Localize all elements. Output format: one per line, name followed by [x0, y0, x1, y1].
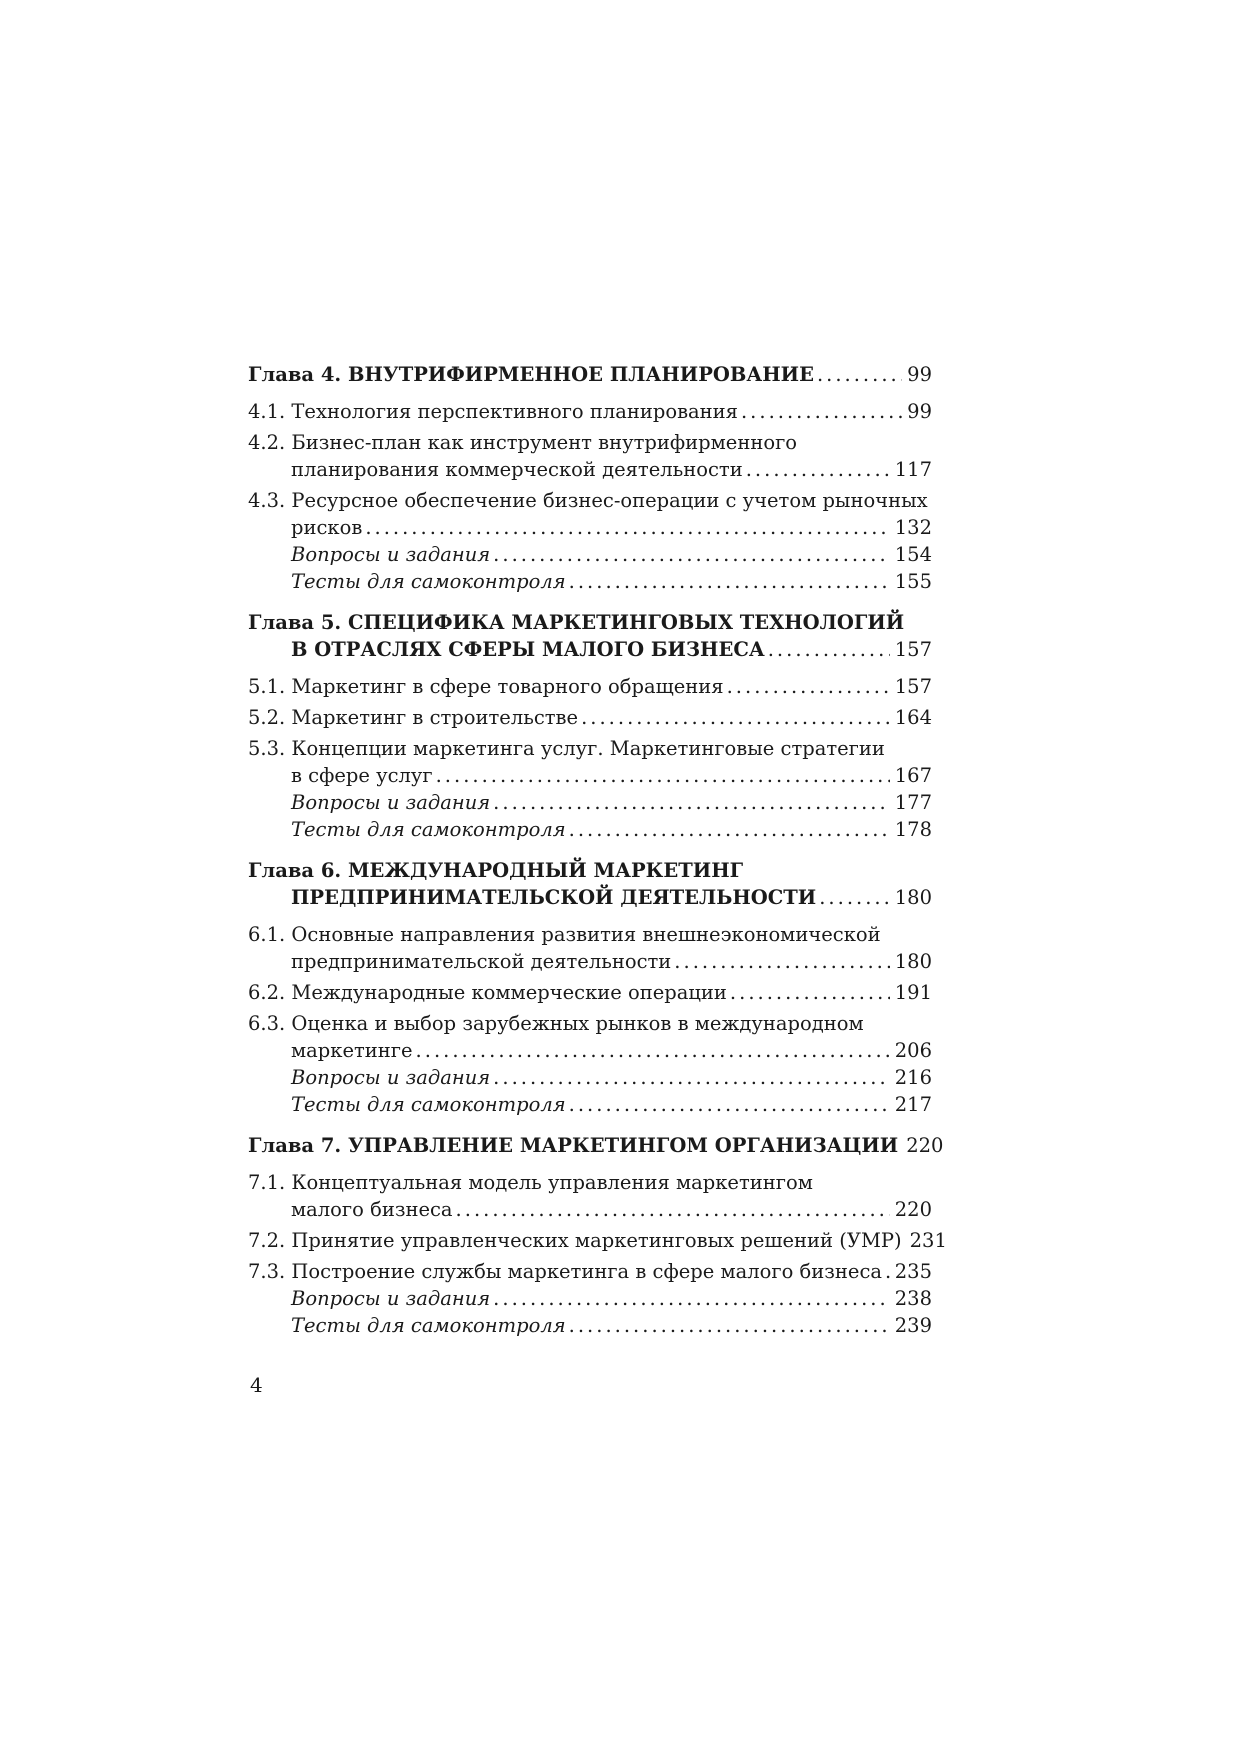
dot-leader	[416, 1037, 890, 1064]
chapter-heading-line	[248, 361, 932, 388]
toc-entry-title: 7.3. Построение службы маркетинга в сфере малого бизнеса	[248, 1260, 883, 1283]
toc-entry-title: Тесты для самоконтроля	[291, 818, 566, 841]
toc-entry-line	[248, 704, 932, 731]
chapter-heading[interactable]	[248, 609, 932, 663]
toc-section-entry[interactable]	[248, 735, 932, 789]
chapter-title: Глава 7. УПРАВЛЕНИЕ МАРКЕТИНГОМ ОРГАНИЗАЦИИ	[248, 1134, 899, 1157]
dot-leader	[493, 1064, 890, 1091]
toc-entry-title: Тесты для самоконтроля	[291, 1314, 566, 1337]
chapter-title: Глава 6. МЕЖДУНАРОДНЫЙ МАРКЕТИНГ	[248, 859, 744, 882]
toc-extra-entry[interactable]	[248, 1091, 932, 1118]
toc-page-number: 238	[894, 1287, 932, 1310]
chapter-page-number: 180	[894, 886, 932, 909]
toc-entry-line	[248, 789, 932, 816]
toc-page-number: 235	[894, 1260, 932, 1283]
toc-entry-title: 4.1. Технология перспективного планирования	[248, 400, 738, 423]
toc-entry-title: 5.2. Маркетинг в строительстве	[248, 706, 579, 729]
dot-leader	[885, 1258, 890, 1285]
toc-entry-title: 6.1. Основные направления развития внешнеэкономической	[248, 923, 881, 946]
toc-page-number: 117	[894, 458, 932, 481]
toc-entry-line	[248, 1064, 932, 1091]
toc-section-entry[interactable]	[248, 1010, 932, 1064]
dot-leader	[746, 456, 890, 483]
toc-extra-entry[interactable]	[248, 1064, 932, 1091]
toc-section-entry[interactable]	[248, 398, 932, 425]
toc-page-number: 191	[894, 981, 932, 1004]
toc-entry-line	[248, 429, 932, 456]
toc-page-number: 157	[894, 675, 932, 698]
toc-page-number: 231	[909, 1229, 947, 1252]
chapter-heading[interactable]	[248, 1132, 944, 1159]
toc-entry-line	[248, 487, 932, 514]
toc-page-number: 99	[907, 400, 932, 423]
dot-leader	[569, 1312, 890, 1339]
toc-entry-title: малого бизнеса	[291, 1198, 453, 1221]
toc-extra-entry[interactable]	[248, 1312, 932, 1339]
toc-entry-line	[248, 1037, 932, 1064]
chapter-heading-line	[248, 1132, 944, 1159]
toc-entry-title: Вопросы и задания	[291, 1066, 491, 1089]
toc-section-entry[interactable]	[248, 704, 932, 731]
toc-page-number: 180	[894, 950, 932, 973]
toc-section-entry[interactable]	[248, 429, 932, 483]
chapter-title: Глава 5. СПЕЦИФИКА МАРКЕТИНГОВЫХ ТЕХНОЛОГИЙ	[248, 611, 905, 634]
toc-entry-line	[248, 979, 932, 1006]
toc-entry-line	[248, 735, 932, 762]
toc-entry-title: Вопросы и задания	[291, 543, 491, 566]
toc-section-entry[interactable]	[248, 1258, 932, 1285]
chapter-title: Глава 4. ВНУТРИФИРМЕННОЕ ПЛАНИРОВАНИЕ	[248, 363, 814, 386]
toc-section-entry[interactable]	[248, 1169, 932, 1223]
toc-entry-line	[248, 398, 932, 425]
chapter-title: ПРЕДПРИНИМАТЕЛЬСКОЙ ДЕЯТЕЛЬНОСТИ	[291, 886, 817, 909]
toc-section-entry[interactable]	[248, 979, 932, 1006]
toc-entry-title: 5.1. Маркетинг в сфере товарного обращения	[248, 675, 724, 698]
toc-entry-line	[248, 1196, 932, 1223]
dot-leader	[493, 1285, 890, 1312]
dot-leader	[727, 673, 890, 700]
toc-extra-entry[interactable]	[248, 1285, 932, 1312]
dot-leader	[581, 704, 890, 731]
toc-page-number: 220	[894, 1198, 932, 1221]
toc-page-number: 178	[894, 818, 932, 841]
dot-leader	[569, 1091, 890, 1118]
dot-leader	[436, 762, 890, 789]
dot-leader	[768, 636, 890, 663]
toc-extra-entry[interactable]	[248, 816, 932, 843]
toc-entry-title: 5.3. Концепции маркетинга услуг. Маркетинговые стратегии	[248, 737, 885, 760]
toc-page-number: 206	[894, 1039, 932, 1062]
toc-entry-title: 6.2. Международные коммерческие операции	[248, 981, 727, 1004]
toc-page-number: 132	[894, 516, 932, 539]
toc-entry-title: 7.1. Концептуальная модель управления маркетингом	[248, 1171, 813, 1194]
toc-page-number: 164	[894, 706, 932, 729]
toc-entry-title: планирования коммерческой деятельности	[291, 458, 743, 481]
toc-entry-line	[248, 568, 932, 595]
table-of-contents	[248, 361, 947, 1339]
chapter-page-number: 157	[894, 638, 932, 661]
toc-entry-title: рисков	[291, 516, 363, 539]
toc-entry-line	[248, 1010, 932, 1037]
toc-entry-title: маркетинге	[291, 1039, 413, 1062]
chapter-heading[interactable]	[248, 857, 932, 911]
toc-entry-title: 6.3. Оценка и выбор зарубежных рынков в международном	[248, 1012, 864, 1035]
toc-page-number: 155	[894, 570, 932, 593]
toc-entry-line	[248, 1169, 932, 1196]
toc-entry-title: 4.2. Бизнес-план как инструмент внутрифирменного	[248, 431, 798, 454]
toc-entry-title: Тесты для самоконтроля	[291, 1093, 566, 1116]
toc-extra-entry[interactable]	[248, 789, 932, 816]
dot-leader	[819, 884, 890, 911]
chapter-page-number: 220	[906, 1134, 944, 1157]
toc-page-number: 177	[894, 791, 932, 814]
toc-entry-line	[248, 948, 932, 975]
toc-section-entry[interactable]	[248, 487, 932, 541]
toc-entry-title: в сфере услуг	[291, 764, 433, 787]
dot-leader	[493, 789, 890, 816]
toc-entry-title: предпринимательской деятельности	[291, 950, 672, 973]
toc-entry-line	[248, 1258, 932, 1285]
dot-leader	[493, 541, 890, 568]
toc-entry-title: 7.2. Принятие управленческих маркетинговых решений (УМР)	[248, 1229, 902, 1252]
dot-leader	[817, 361, 902, 388]
toc-entry-line	[248, 1312, 932, 1339]
toc-entry-title: Вопросы и задания	[291, 791, 491, 814]
toc-entry-line	[248, 816, 932, 843]
toc-entry-line	[248, 456, 932, 483]
dot-leader	[674, 948, 889, 975]
toc-extra-entry[interactable]	[248, 541, 932, 568]
toc-page-number: 167	[894, 764, 932, 787]
dot-leader	[569, 568, 890, 595]
toc-entry-title: Тесты для самоконтроля	[291, 570, 566, 593]
dot-leader	[365, 514, 889, 541]
chapter-heading-line	[248, 636, 932, 663]
toc-page-number: 239	[894, 1314, 932, 1337]
toc-entry-line	[248, 1285, 932, 1312]
chapter-page-number: 99	[907, 363, 932, 386]
toc-entry-line	[248, 762, 932, 789]
toc-entry-line	[248, 673, 932, 700]
dot-leader	[741, 398, 902, 425]
toc-entry-line	[248, 541, 932, 568]
toc-extra-entry[interactable]	[248, 568, 932, 595]
toc-entry-title: 4.3. Ресурсное обеспечение бизнес-операции с учетом рыночных	[248, 489, 928, 512]
chapter-title: В ОТРАСЛЯХ СФЕРЫ МАЛОГО БИЗНЕСА	[291, 638, 765, 661]
chapter-heading[interactable]	[248, 361, 932, 388]
toc-page-number: 217	[894, 1093, 932, 1116]
chapter-heading-line	[248, 609, 932, 636]
chapter-heading-line	[248, 857, 932, 884]
toc-section-entry[interactable]	[248, 921, 932, 975]
page-number: 4	[250, 1373, 263, 1397]
toc-entry-line	[248, 1091, 932, 1118]
dot-leader	[730, 979, 890, 1006]
dot-leader	[569, 816, 890, 843]
chapter-heading-line	[248, 884, 932, 911]
toc-page-number: 216	[894, 1066, 932, 1089]
toc-entry-line	[248, 514, 932, 541]
toc-entry-line	[248, 1227, 947, 1254]
toc-section-entry[interactable]	[248, 673, 932, 700]
toc-entry-line	[248, 921, 932, 948]
toc-page-number: 154	[894, 543, 932, 566]
dot-leader	[456, 1196, 890, 1223]
toc-entry-title: Вопросы и задания	[291, 1287, 491, 1310]
toc-section-entry[interactable]	[248, 1227, 947, 1254]
